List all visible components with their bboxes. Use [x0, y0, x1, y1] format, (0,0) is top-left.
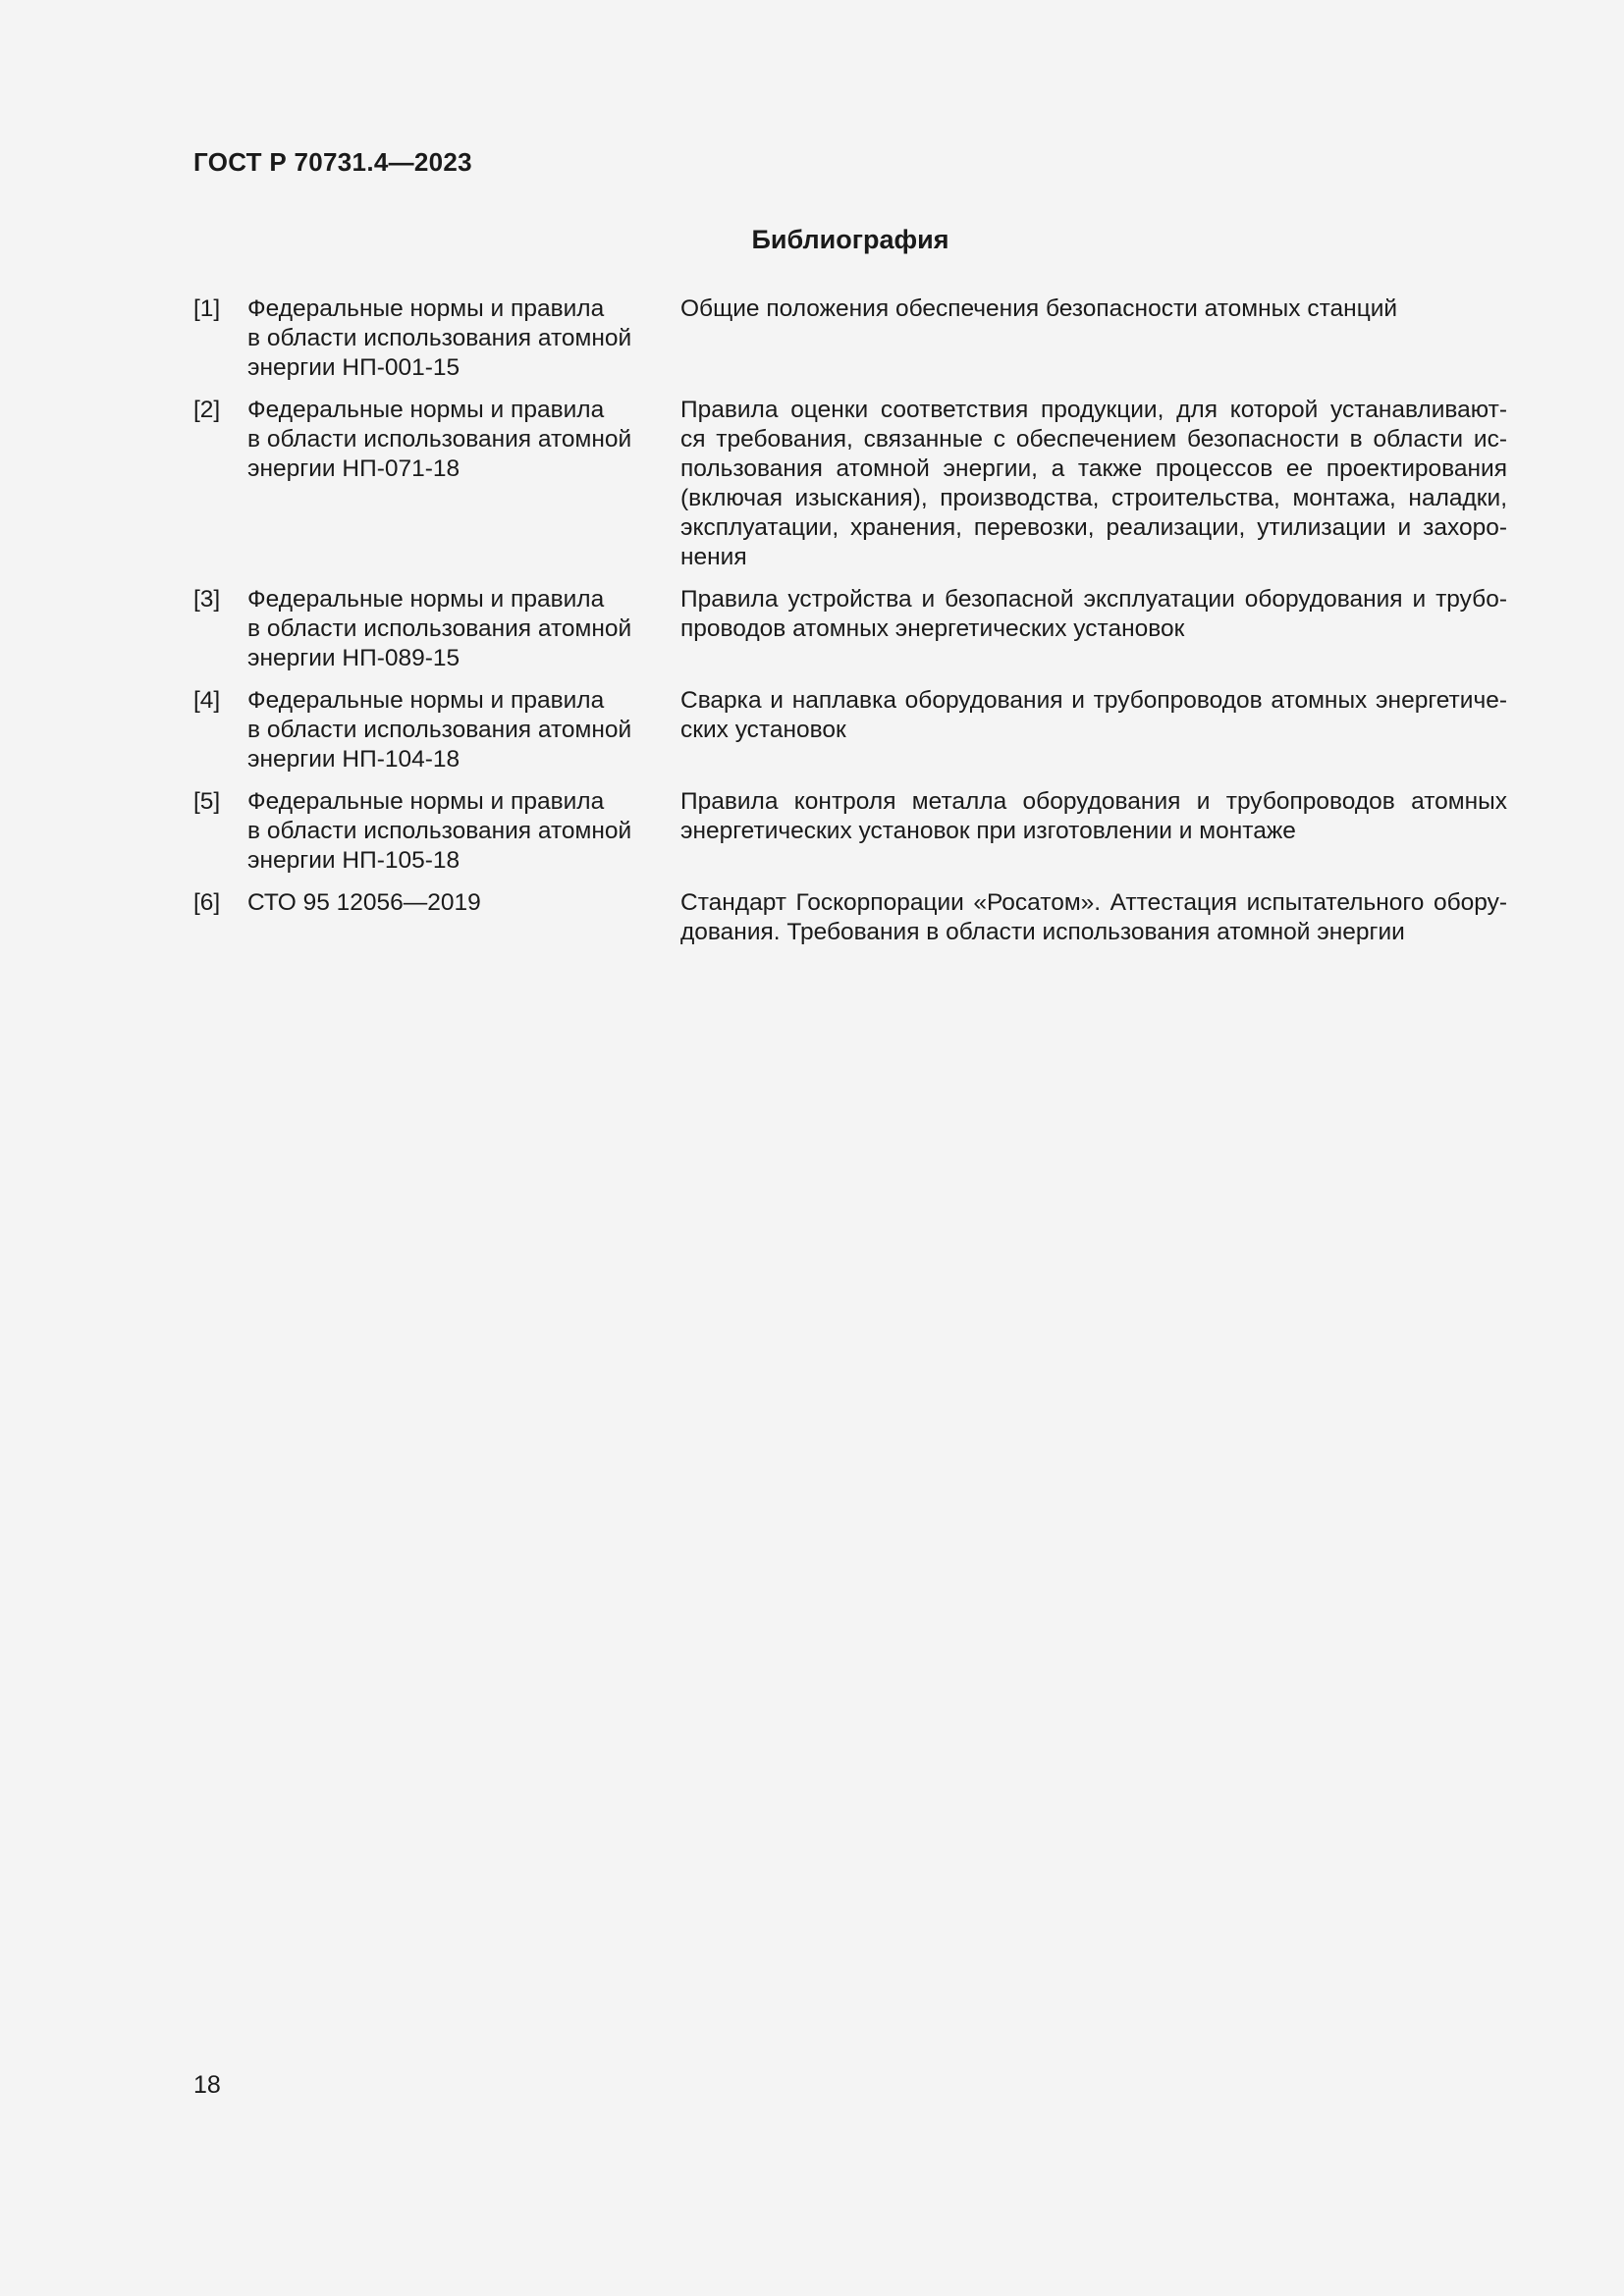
entry-title-line: дования. Требования в области использования атомной энергии: [680, 919, 1405, 945]
bibliography-list: [193, 294, 1507, 960]
entry-source: Федеральные нормы и правила в области использования атомной энергии НП-105-18: [247, 788, 632, 874]
entry-title-line: ских установок: [680, 717, 846, 743]
entry-title-line: Стандарт Госкорпорации «Росатом». Аттестация испытательного обору-: [680, 889, 1507, 916]
entry-title-line: нения: [680, 544, 747, 570]
entry-title-line: проводов атомных энергетических установок: [680, 615, 1185, 642]
entry-source: Федеральные нормы и правила в области использования атомной энергии НП-001-15: [247, 295, 632, 381]
bibliography-entry: [193, 888, 1507, 947]
entry-title: [680, 294, 1507, 324]
entry-title-line: энергетических установок при изготовлении и монтаже: [680, 818, 1296, 844]
bibliography-entry: [193, 686, 1507, 774]
entry-title-line: Сварка и наплавка оборудования и трубопроводов атомных энергетиче-: [680, 687, 1507, 714]
entry-source: СТО 95 12056—2019: [247, 889, 481, 916]
entry-number: [1]: [193, 295, 221, 322]
bibliography-entry: [193, 294, 1507, 383]
entry-title-line: Правила оценки соответствия продукции, для которой устанавливают-: [680, 397, 1507, 423]
entry-number: [4]: [193, 687, 221, 714]
entry-title-line: Правила устройства и безопасной эксплуатации оборудования и трубо-: [680, 586, 1507, 613]
entry-title: [680, 888, 1507, 947]
entry-source: Федеральные нормы и правила в области использования атомной энергии НП-104-18: [247, 687, 632, 773]
entry-title-line: Общие положения обеспечения безопасности атомных станций: [680, 295, 1398, 322]
entry-title: [680, 787, 1507, 846]
entry-title-line: Правила контроля металла оборудования и трубопроводов атомных: [680, 788, 1507, 815]
entry-number: [5]: [193, 788, 221, 815]
bibliography-entry: [193, 787, 1507, 876]
page-number: 18: [193, 2071, 221, 2099]
entry-title-line: ся требования, связанные с обеспечением безопасности в области ис-: [680, 426, 1507, 453]
entry-title: [680, 585, 1507, 644]
entry-title: [680, 396, 1507, 572]
entry-title-line: эксплуатации, хранения, перевозки, реализации, утилизации и захоро-: [680, 514, 1507, 541]
entry-title: [680, 686, 1507, 745]
entry-source: Федеральные нормы и правила в области использования атомной энергии НП-089-15: [247, 586, 632, 671]
entry-number: [6]: [193, 889, 221, 916]
section-title: Библиография: [751, 225, 949, 254]
bibliography-entry: [193, 396, 1507, 572]
entry-title-line: пользования атомной энергии, а также процессов ее проектирования: [680, 455, 1507, 482]
document-code: ГОСТ Р 70731.4—2023: [193, 147, 472, 177]
entry-number: [2]: [193, 397, 221, 423]
entry-number: [3]: [193, 586, 221, 613]
bibliography-entry: [193, 585, 1507, 673]
entry-title-line: (включая изыскания), производства, строительства, монтажа, наладки,: [680, 485, 1507, 511]
entry-source: Федеральные нормы и правила в области использования атомной энергии НП-071-18: [247, 397, 632, 482]
